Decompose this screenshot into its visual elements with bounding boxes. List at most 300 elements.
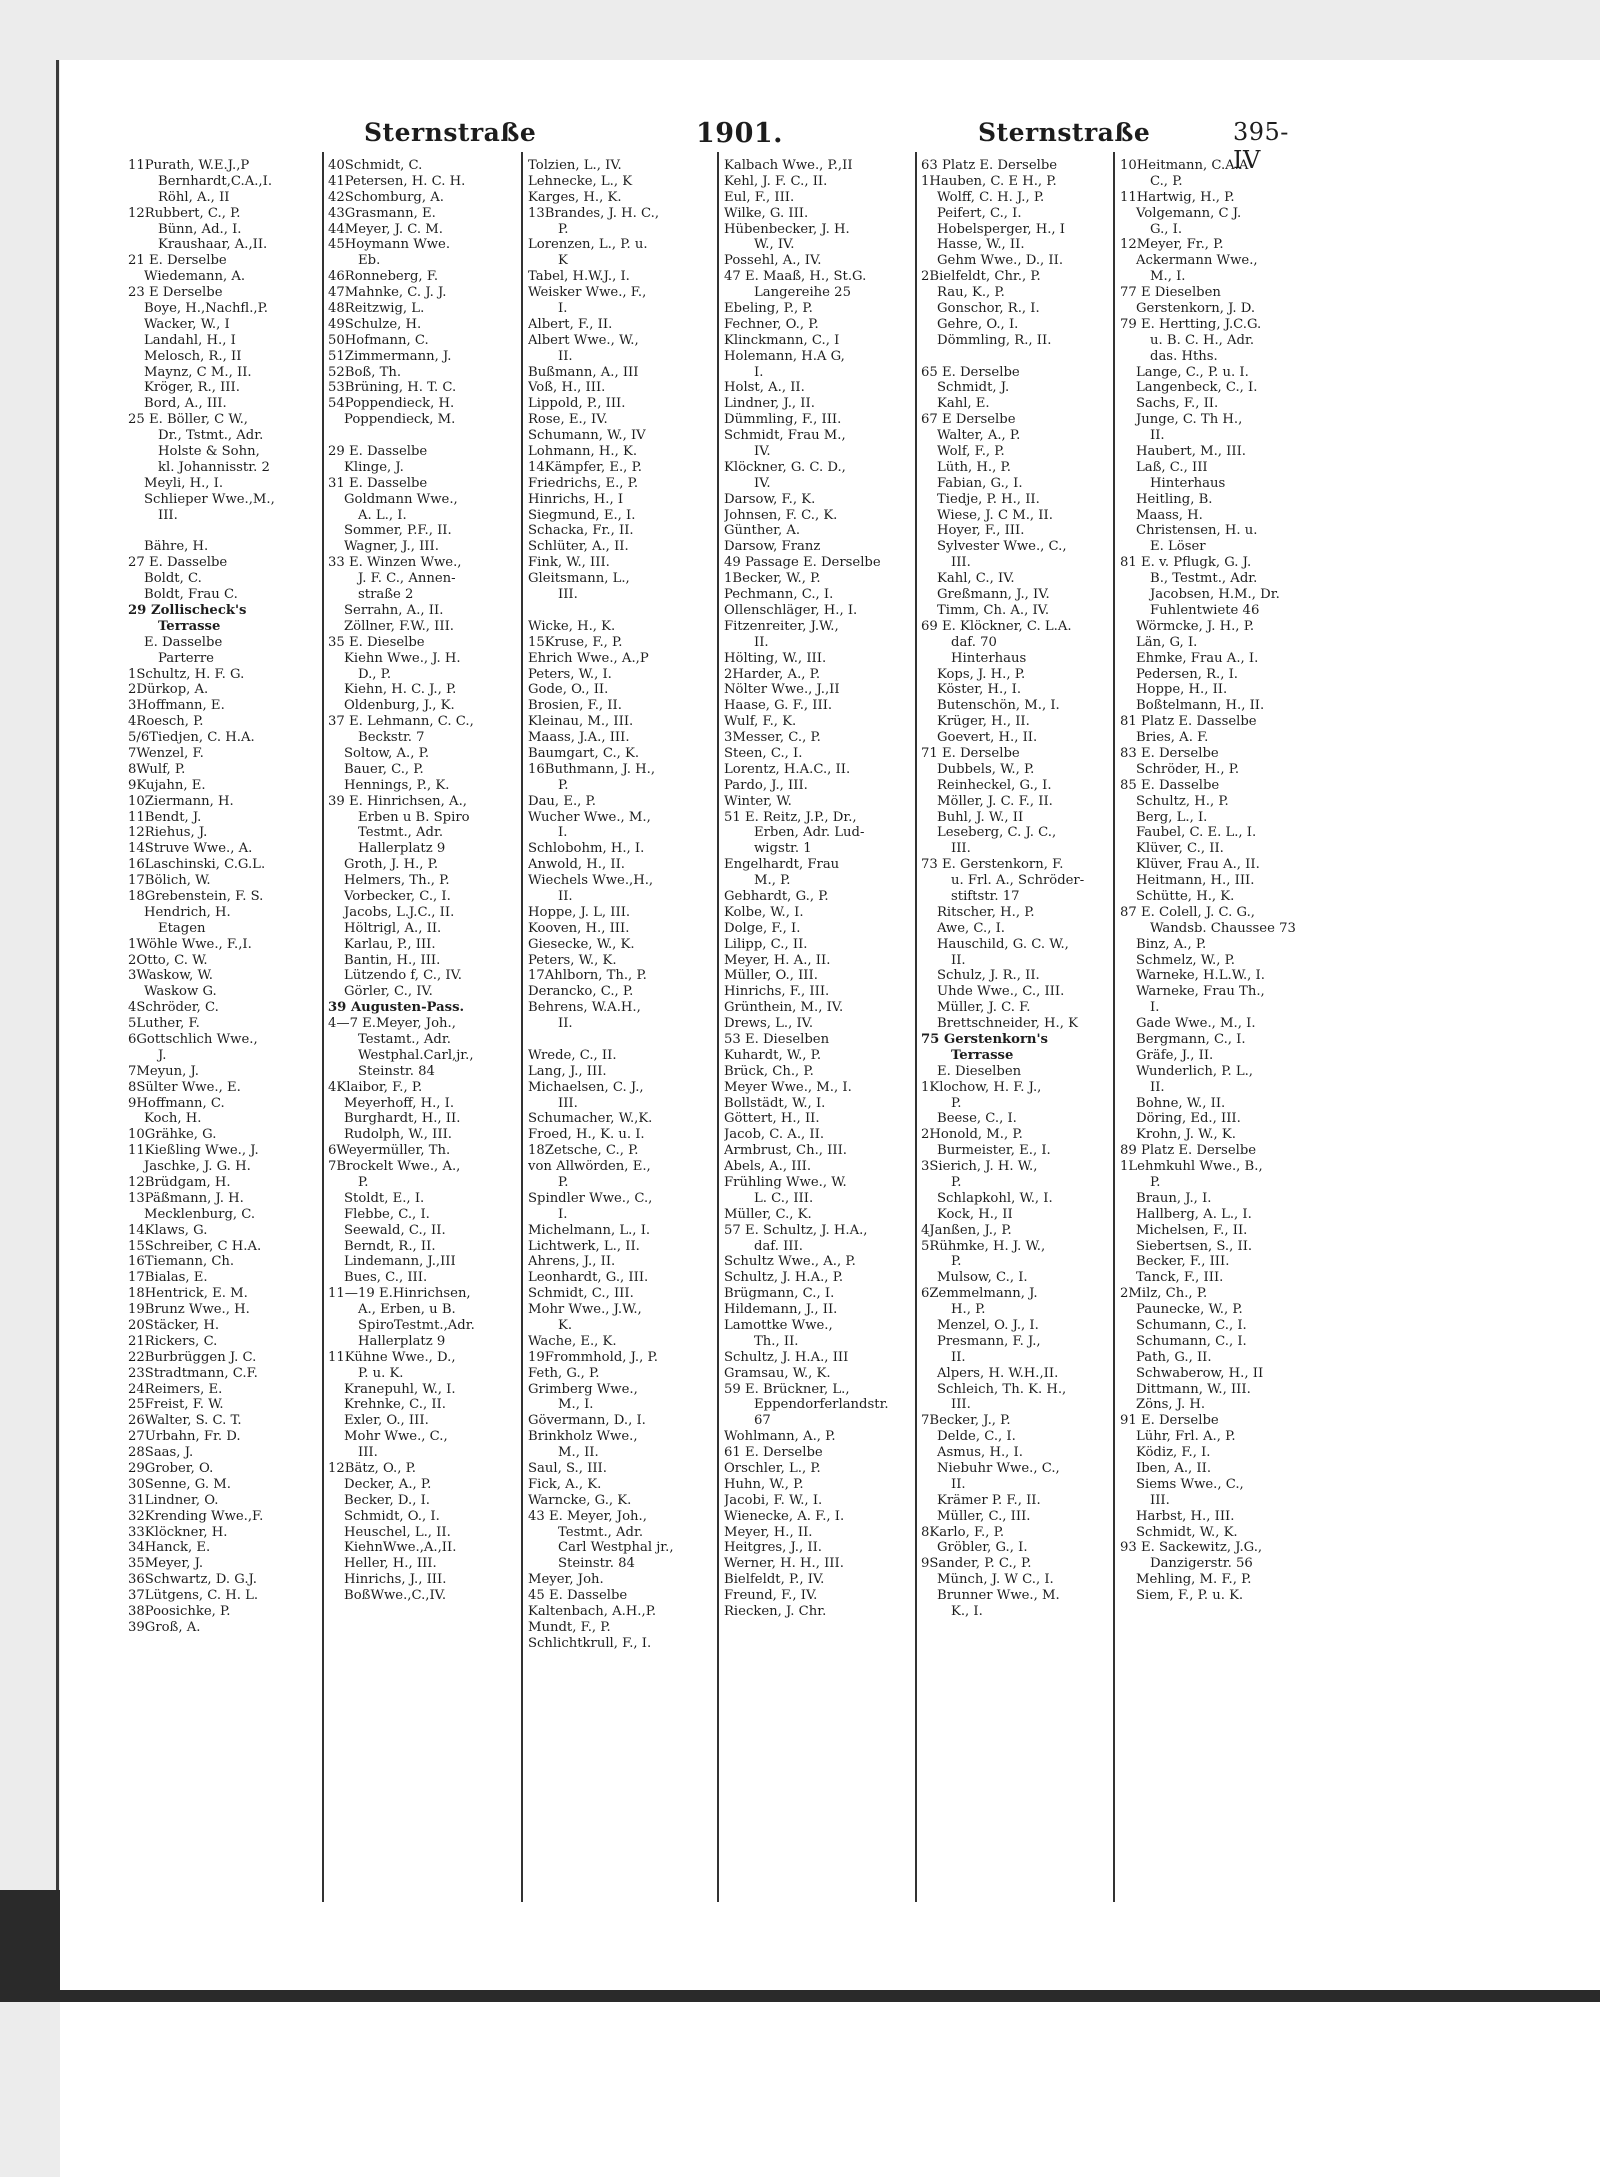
directory-entry: 43 E. Meyer, Joh., [528,1508,647,1524]
directory-entry: 1Klochow, H. F. J., [921,1079,1042,1095]
directory-entry: Hendrich, H. [144,904,231,920]
directory-entry: 12Riehus, J. [128,825,208,841]
directory-entry: Heitmann, H., III. [1136,873,1255,889]
directory-entry: Dau, E., P. [528,793,596,809]
page-edge-line [56,60,59,1980]
directory-entry: II. [558,1016,573,1032]
directory-entry: Schlobohm, H., I. [528,841,645,857]
directory-entry: 1Lehmkuhl Wwe., B., [1120,1159,1263,1175]
directory-entry: Weisker Wwe., F., [528,285,647,301]
directory-entry: Greßmann, J., IV. [937,587,1050,603]
directory-entry: 11—19 E.Hinrichsen, [328,1286,471,1302]
directory-entry: Hoppe, J. L, III. [528,904,631,920]
scan-border-bottom [0,1990,1600,2002]
directory-entry: 3Waskow, W. [128,968,213,984]
directory-entry: Lamottke Wwe., [724,1318,833,1334]
directory-entry: Gonschor, R., I. [937,301,1040,317]
directory-entry: I. [558,301,568,317]
directory-entry: Fick, A., K. [528,1476,602,1492]
directory-entry: 15Kruse, F., P. [528,634,623,650]
directory-entry: Wiechels Wwe.,H., [528,873,654,889]
directory-entry: 29 Zollischeck's [128,602,247,618]
directory-entry: Lippold, P., III. [528,396,626,412]
directory-entry: Dolge, F., I. [724,920,801,936]
directory-entry: 57 E. Schultz, J. H.A., [724,1222,868,1238]
directory-entry: Sachs, F., II. [1136,396,1219,412]
directory-entry: Göttert, H., II. [724,1111,820,1127]
directory-entry: Hennings, P., K. [344,777,450,793]
directory-entry: Kleinau, M., III. [528,714,634,730]
directory-entry: P. [951,1095,962,1111]
directory-entry: III. [358,1445,378,1461]
directory-entry: 27 E. Dasselbe [128,555,228,571]
directory-entry: P. [951,1175,962,1190]
directory-entry: Melosch, R., II [144,348,242,364]
listing-column-4 [724,158,904,1620]
directory-entry: Froed, H., K. u. I. [528,1127,645,1143]
directory-entry: von Allwörden, E., [528,1159,651,1175]
directory-entry: K., I. [951,1604,983,1620]
directory-entry: Schlüter, A., II. [528,539,629,555]
directory-entry: Michelsen, F., II. [1136,1222,1248,1238]
directory-entry: Menzel, O. J., I. [937,1318,1039,1334]
directory-entry: Schmelz, W., P. [1136,952,1235,968]
directory-entry: 18Hentrick, E. M. [128,1286,248,1302]
directory-entry: Heitgres, J., II. [724,1540,822,1556]
directory-entry: 45 E. Dasselbe [528,1588,628,1604]
directory-entry: daf. III. [754,1238,803,1254]
directory-entry: Jacobs, L.J.C., II. [344,904,455,920]
directory-entry: 6Weyermüller, Th. [328,1143,451,1159]
directory-entry: Klüver, Frau A., II. [1136,857,1260,873]
directory-entry: Mundt, F., P. [528,1619,611,1635]
directory-entry: Bünn, Ad., I. [158,221,242,237]
directory-entry: Landahl, H., I [144,332,236,348]
directory-entry: Dittmann, W., III. [1136,1381,1251,1397]
directory-entry: Boldt, Frau C. [144,587,238,603]
directory-entry: Meyer, H., II. [724,1524,813,1540]
directory-entry: Bauer, C., P. [344,761,424,777]
directory-entry: Tabel, H.W.J., I. [528,269,630,285]
directory-entry: Schmidt, W., K. [1136,1524,1238,1540]
directory-entry: Hinterhaus [1150,475,1226,491]
directory-entry: u. B. C. H., Adr. [1150,332,1255,348]
directory-entry: Lang, J., III. [528,1063,607,1079]
directory-entry: Lorenzen, L., P. u. [528,237,648,253]
directory-entry: 29 E. Dasselbe [328,444,428,460]
directory-entry: 14Kämpfer, E., P. [528,459,642,475]
directory-entry: Kehl, J. F. C., II. [724,173,828,189]
directory-entry: Siem, F., P. u. K. [1136,1588,1244,1604]
directory-entry: 13Brandes, J. H. C., [528,205,660,221]
directory-entry: 40Schmidt, C. [328,158,423,173]
page-number: 395-IV [1233,118,1289,174]
directory-entry: 39 Augusten-Pass. [328,1000,465,1016]
directory-entry: Schacka, Fr., II. [528,523,634,539]
directory-entry: Bord, A., III. [144,396,227,412]
listing-column-1 [128,158,308,1636]
directory-entry [921,349,1101,365]
directory-entry: Jaschke, J. G. H. [144,1159,251,1175]
directory-entry: Län, G, I. [1136,634,1198,650]
directory-entry: Rau, K., P. [937,285,1005,301]
directory-entry: 38Poosichke, P. [128,1604,231,1620]
directory-entry: P. [558,221,569,237]
directory-entry: Feth, G., P. [528,1365,600,1381]
directory-entry: Bries, A. F. [1136,730,1209,746]
directory-entry: Fitzenreiter, J.W., [724,618,839,634]
directory-entry: Abels, A., III. [724,1159,812,1175]
directory-entry: Schumann, C., I. [1136,1333,1247,1349]
directory-entry: 91 E. Derselbe [1120,1413,1219,1429]
directory-entry: 3Hoffmann, E. [128,698,225,714]
directory-entry: 67 E Derselbe [921,412,1016,428]
directory-entry: 16Buthmann, J. H., [528,761,656,777]
directory-entry: 11Kühne Wwe., D., [328,1349,456,1365]
column-rule [521,152,523,1902]
directory-entry: Koch, H. [144,1111,202,1127]
directory-entry: Langenbeck, C., I. [1136,380,1258,396]
directory-entry: Wohlmann, A., P. [724,1429,836,1445]
street-title-right: Sternstraße [978,118,1151,147]
directory-entry: Schumann, W., IV [528,428,646,444]
directory-entry: Ritscher, H., P. [937,904,1035,920]
directory-entry: Carl Westphal jr., [558,1540,674,1556]
directory-entry: Asmus, H., I. [937,1445,1023,1461]
directory-entry: Schwaberow, H., II [1136,1365,1264,1381]
directory-entry: 39Groß, A. [128,1619,201,1635]
directory-entry: Kooven, H., III. [528,920,630,936]
directory-entry: Schmidt, O., I. [344,1508,440,1524]
directory-entry: Leonhardt, G., III. [528,1270,649,1286]
directory-entry: II. [754,634,769,650]
directory-entry: Bollstädt, W., I. [724,1095,826,1111]
directory-entry: Alpers, H. W.H.,II. [937,1365,1059,1381]
directory-entry: Meyer, H. A., II. [724,952,831,968]
directory-entry: Darsow, Franz [724,539,821,555]
directory-entry: Gehm Wwe., D., II. [937,253,1064,269]
directory-entry: Goevert, H., II. [937,730,1038,746]
directory-entry: Timm, Ch. A., IV. [937,602,1050,618]
directory-entry: 23 E Derselbe [128,285,223,301]
directory-entry: 7Becker, J., P. [921,1413,1011,1429]
directory-entry: Possehl, A., IV. [724,253,822,269]
directory-entry: P. [951,1254,962,1270]
directory-entry: Hoppe, H., II. [1136,682,1228,698]
directory-entry: Döring, Ed., III. [1136,1111,1241,1127]
directory-entry: 29Grober, O. [128,1461,214,1477]
directory-entry: Schmidt, J. [937,380,1010,396]
directory-entry: 3Sierich, J. H. W., [921,1159,1038,1175]
directory-entry: Seewald, C., II. [344,1222,446,1238]
directory-entry: Wicke, H., K. [528,618,616,634]
directory-entry: A., Erben, u B. [358,1302,456,1318]
directory-entry: stiftstr. 17 [951,888,1020,904]
directory-entry: 7Wenzel, F. [128,745,204,761]
directory-entry: Bähre, H. [144,539,209,555]
directory-entry: 2Harder, A., P. [724,666,821,682]
directory-entry: Kalbach Wwe., P.,II [724,158,853,173]
directory-entry: Flebbe, C., I. [344,1206,430,1222]
directory-entry: Wörmcke, J. H., P. [1136,618,1255,634]
directory-entry: Anwold, H., II. [528,857,625,873]
directory-entry: I. [1150,1000,1160,1016]
directory-entry: III. [158,507,178,523]
directory-entry: Path, G., II. [1136,1349,1212,1365]
directory-entry: 9Sander, P. C., P. [921,1556,1032,1572]
directory-entry: Sylvester Wwe., C., [937,539,1067,555]
directory-entry: W., IV. [754,237,795,253]
directory-entry: 45Hoymann Wwe. [328,237,451,253]
directory-entry: L. C., III. [754,1190,814,1206]
directory-entry: 5/6Tiedjen, C. H.A. [128,730,255,746]
directory-entry: 73 E. Gerstenkorn, F. [921,857,1064,873]
directory-entry: Ködiz, F., I. [1136,1445,1211,1461]
directory-entry: Wunderlich, P. L., [1136,1063,1253,1079]
directory-entry: Dömmling, R., II. [937,332,1052,348]
directory-entry: Krohn, J. W., K. [1136,1127,1236,1143]
directory-entry: Danzigerstr. 56 [1150,1556,1253,1572]
directory-entry: Klinge, J. [344,459,404,475]
directory-entry: Freund, F., IV. [724,1588,818,1604]
directory-entry: E. Löser [1150,539,1206,555]
directory-entry: Fechner, O., P. [724,316,819,332]
directory-entry: 53 E. Dieselben [724,1031,830,1047]
directory-entry: 20Stäcker, H. [128,1318,220,1334]
directory-entry: Albert Wwe., W., [528,332,639,348]
directory-entry: Schultz, J. H.A., III [724,1349,849,1365]
directory-entry: Wiese, J. C M., II. [937,507,1053,523]
directory-entry: 19Frommhold, J., P. [528,1349,658,1365]
directory-entry: 30Senne, G. M. [128,1476,231,1492]
directory-entry: Bohne, W., II. [1136,1095,1226,1111]
directory-entry: Presmann, F. J., [937,1333,1041,1349]
directory-entry: 4Roesch, P. [128,714,204,730]
directory-entry: Brinkholz Wwe., [528,1429,638,1445]
directory-entry: Gövermann, D., I. [528,1413,646,1429]
directory-entry: A. L., I. [358,507,407,523]
directory-entry: u. Frl. A., Schröder- [951,873,1085,889]
column-rule [915,152,917,1902]
directory-entry: Lehnecke, L., K [528,173,633,189]
directory-entry: Schmidt, Frau M., [724,428,846,444]
directory-entry: II. [951,952,966,968]
directory-entry: Siebertsen, S., II. [1136,1238,1253,1254]
directory-entry: Höltrigl, A., II. [344,920,442,936]
directory-entry: Baumgart, C., K. [528,745,640,761]
directory-entry: Riecken, J. Chr. [724,1604,827,1620]
directory-entry: Beese, C., I. [937,1111,1017,1127]
directory-entry: Exler, O., III. [344,1413,429,1429]
directory-entry: M., II. [558,1445,599,1461]
directory-entry: Holst, A., II. [724,380,805,396]
directory-entry: Lühr, Frl. A., P. [1136,1429,1236,1445]
directory-entry: Groth, J. H., P. [344,857,439,873]
directory-entry: Paunecke, W., P. [1136,1302,1243,1318]
directory-entry: Berndt, R., II. [344,1238,436,1254]
directory-entry: Giesecke, W., K. [528,936,635,952]
directory-entry: 24Reimers, E. [128,1381,223,1397]
directory-entry: 12Brüdgam, H. [128,1175,231,1190]
directory-entry: 44Meyer, J. C. M. [328,221,443,237]
directory-entry: I. [558,1206,568,1222]
directory-entry [528,1032,708,1048]
directory-entry: 65 E. Derselbe [921,364,1020,380]
directory-entry: Wienecke, A. F., I. [724,1508,845,1524]
directory-entry: II. [558,348,573,364]
directory-entry: P. [558,777,569,793]
directory-entry [328,428,508,444]
directory-entry: 33 E. Winzen Wwe., [328,555,462,571]
directory-entry: Junge, C. Th H., [1136,412,1243,428]
directory-entry: 5Rühmke, H. J. W., [921,1238,1046,1254]
directory-entry: Pechmann, C., I. [724,587,834,603]
directory-entry: Boye, H.,Nachfl.,P. [144,301,269,317]
directory-entry: Mehling, M. F., P. [1136,1572,1252,1588]
directory-entry: Pedersen, R., I. [1136,666,1238,682]
directory-entry: Armbrust, Ch., III. [724,1143,848,1159]
directory-entry: Walter, A., P. [937,428,1021,444]
directory-entry: Bielfeldt, P., IV. [724,1572,825,1588]
directory-entry: Ehmke, Frau A., I. [1136,650,1259,666]
directory-entry: Boldt, C. [144,571,202,587]
directory-entry: Schlieper Wwe.,M., [144,491,275,507]
directory-entry: P. [1150,1175,1161,1190]
directory-entry: 1Becker, W., P. [724,571,821,587]
directory-entry: 81 Platz E. Dasselbe [1120,714,1257,730]
directory-entry: 46Ronneberg, F. [328,269,439,285]
scan-shadow [0,1890,60,2000]
directory-entry: Peters, W., I. [528,666,612,682]
directory-entry: Gramsau, W., K. [724,1365,831,1381]
directory-entry: 42Schomburg, A. [328,189,444,205]
directory-entry: 6Gottschlich Wwe., [128,1031,258,1047]
directory-entry: Dr., Tstmt., Adr. [158,428,264,444]
directory-entry: 11Kießling Wwe., J. [128,1143,259,1159]
directory-entry: Schütte, H., K. [1136,888,1235,904]
directory-entry: 35 E. Dieselbe [328,634,425,650]
directory-entry: Kiehn, H. C. J., P. [344,682,457,698]
directory-entry: Brück, Ch., P. [724,1063,814,1079]
directory-entry: II. [951,1476,966,1492]
directory-entry: 85 E. Dasselbe [1120,777,1220,793]
directory-entry: Fabian, G., I. [937,475,1023,491]
directory-entry: Siems Wwe., C., [1136,1476,1244,1492]
scan-border-left [0,0,60,2177]
directory-entry: Mohr Wwe., J.W., [528,1302,642,1318]
directory-entry: 93 E. Sackewitz, J.G., [1120,1540,1263,1556]
directory-entry: Wolff, C. H. J., P. [937,189,1045,205]
directory-entry: Binz, A., P. [1136,936,1207,952]
directory-entry: 54Poppendieck, H. [328,396,455,412]
directory-entry: M., I. [1150,269,1186,285]
directory-entry: 12Bätz, O., P. [328,1461,416,1477]
directory-entry: 2Dürkop, A. [128,682,209,698]
directory-entry: Behrens, W.A.H., [528,1000,641,1016]
directory-entry: Terrasse [951,1047,1014,1063]
directory-entry: 4Schröder, C. [128,1000,219,1016]
directory-entry: Kolbe, W., I. [724,904,804,920]
directory-entry: Langereihe 25 [754,285,851,301]
directory-entry: C., P. [1150,173,1183,189]
directory-entry: Delde, C., I. [937,1429,1016,1445]
directory-entry: 10Ziermann, H. [128,793,234,809]
directory-entry: Karlau, P., III. [344,936,436,952]
directory-entry: Bues, C., III. [344,1270,428,1286]
directory-entry: Friedrichs, E., P. [528,475,639,491]
directory-entry: daf. 70 [951,634,997,650]
directory-entry: Schultz, J. H.A., P. [724,1270,844,1286]
directory-entry: Ebeling, P., P. [724,301,813,317]
directory-entry: Michelmann, L., I. [528,1222,651,1238]
directory-entry: Kahl, C., IV. [937,571,1015,587]
directory-entry: Werner, H. H., III. [724,1556,844,1572]
directory-entry: Voß, H., III. [528,380,606,396]
directory-entry: Münch, J. W C., I. [937,1572,1054,1588]
directory-entry: Bantin, H., III. [344,952,441,968]
directory-entry: Kröger, R., III. [144,380,240,396]
directory-entry: 6Zemmelmann, J. [921,1286,1038,1302]
directory-entry: Vorbecker, C., I. [344,888,451,904]
directory-entry: 51 E. Reitz, J.P., Dr., [724,809,857,825]
directory-entry: Dubbels, W., P. [937,761,1035,777]
directory-entry: Günther, A. [724,523,801,539]
directory-entry: Th., II. [754,1333,799,1349]
directory-entry: 79 E. Hertting, J.C.G. [1120,316,1262,332]
directory-entry: 1Hauben, C. E H., P. [921,173,1057,189]
directory-entry: Kiehn Wwe., J. H. [344,650,461,666]
directory-entry: Eb. [358,253,381,269]
directory-entry: Bußmann, A., III [528,364,639,380]
directory-entry: Krämer P. F., II. [937,1492,1041,1508]
directory-entry: III. [1150,1492,1170,1508]
directory-entry: Braun, J., I. [1136,1190,1212,1206]
directory-entry: 18Zetsche, C., P. [528,1143,639,1159]
directory-entry: Christensen, H. u. [1136,523,1258,539]
directory-entry: Wandsb. Chaussee 73 [1150,920,1296,936]
directory-entry: Pardo, J., III. [724,777,808,793]
directory-entry: 1Schultz, H. F. G. [128,666,245,682]
directory-entry: Berg, L., I. [1136,809,1208,825]
directory-entry: Orschler, L., P. [724,1461,821,1477]
directory-entry: Albert, F., II. [528,316,613,332]
directory-entry: Hildemann, J., II. [724,1302,838,1318]
directory-entry: Schlapkohl, W., I. [937,1190,1053,1206]
directory-entry: 59 E. Brückner, L., [724,1381,850,1397]
directory-entry: Rudolph, W., III. [344,1127,452,1143]
directory-entry: Spindler Wwe., C., [528,1190,653,1206]
directory-entry: 11Hartwig, H., P. [1120,189,1235,205]
directory-entry: Meyer, Joh. [528,1572,604,1588]
directory-entry: Lützendo f, C., IV. [344,968,462,984]
directory-entry: III. [558,587,578,603]
directory-entry: Maass, H. [1136,507,1203,523]
column-rule [1113,152,1115,1902]
directory-entry: Schumann, C., I. [1136,1318,1247,1334]
directory-entry: Meyerhoff, H., I. [344,1095,455,1111]
directory-entry: 81 E. v. Pflugk, G. J. [1120,555,1252,571]
directory-entry: Schröder, H., P. [1136,761,1240,777]
directory-entry: 15Schreiber, C H.A. [128,1238,262,1254]
directory-entry: 33Klöckner, H. [128,1524,228,1540]
directory-entry: Holste & Sohn, [158,444,260,460]
directory-entry: Waskow G. [144,984,217,1000]
directory-entry: Müller, C., III. [937,1508,1031,1524]
directory-entry: Steinstr. 84 [558,1556,635,1572]
directory-entry: Huhn, W., P. [724,1476,804,1492]
directory-entry: Bernhardt,C.A.,I. [158,173,273,189]
directory-entry: Klinckmann, C., I [724,332,840,348]
